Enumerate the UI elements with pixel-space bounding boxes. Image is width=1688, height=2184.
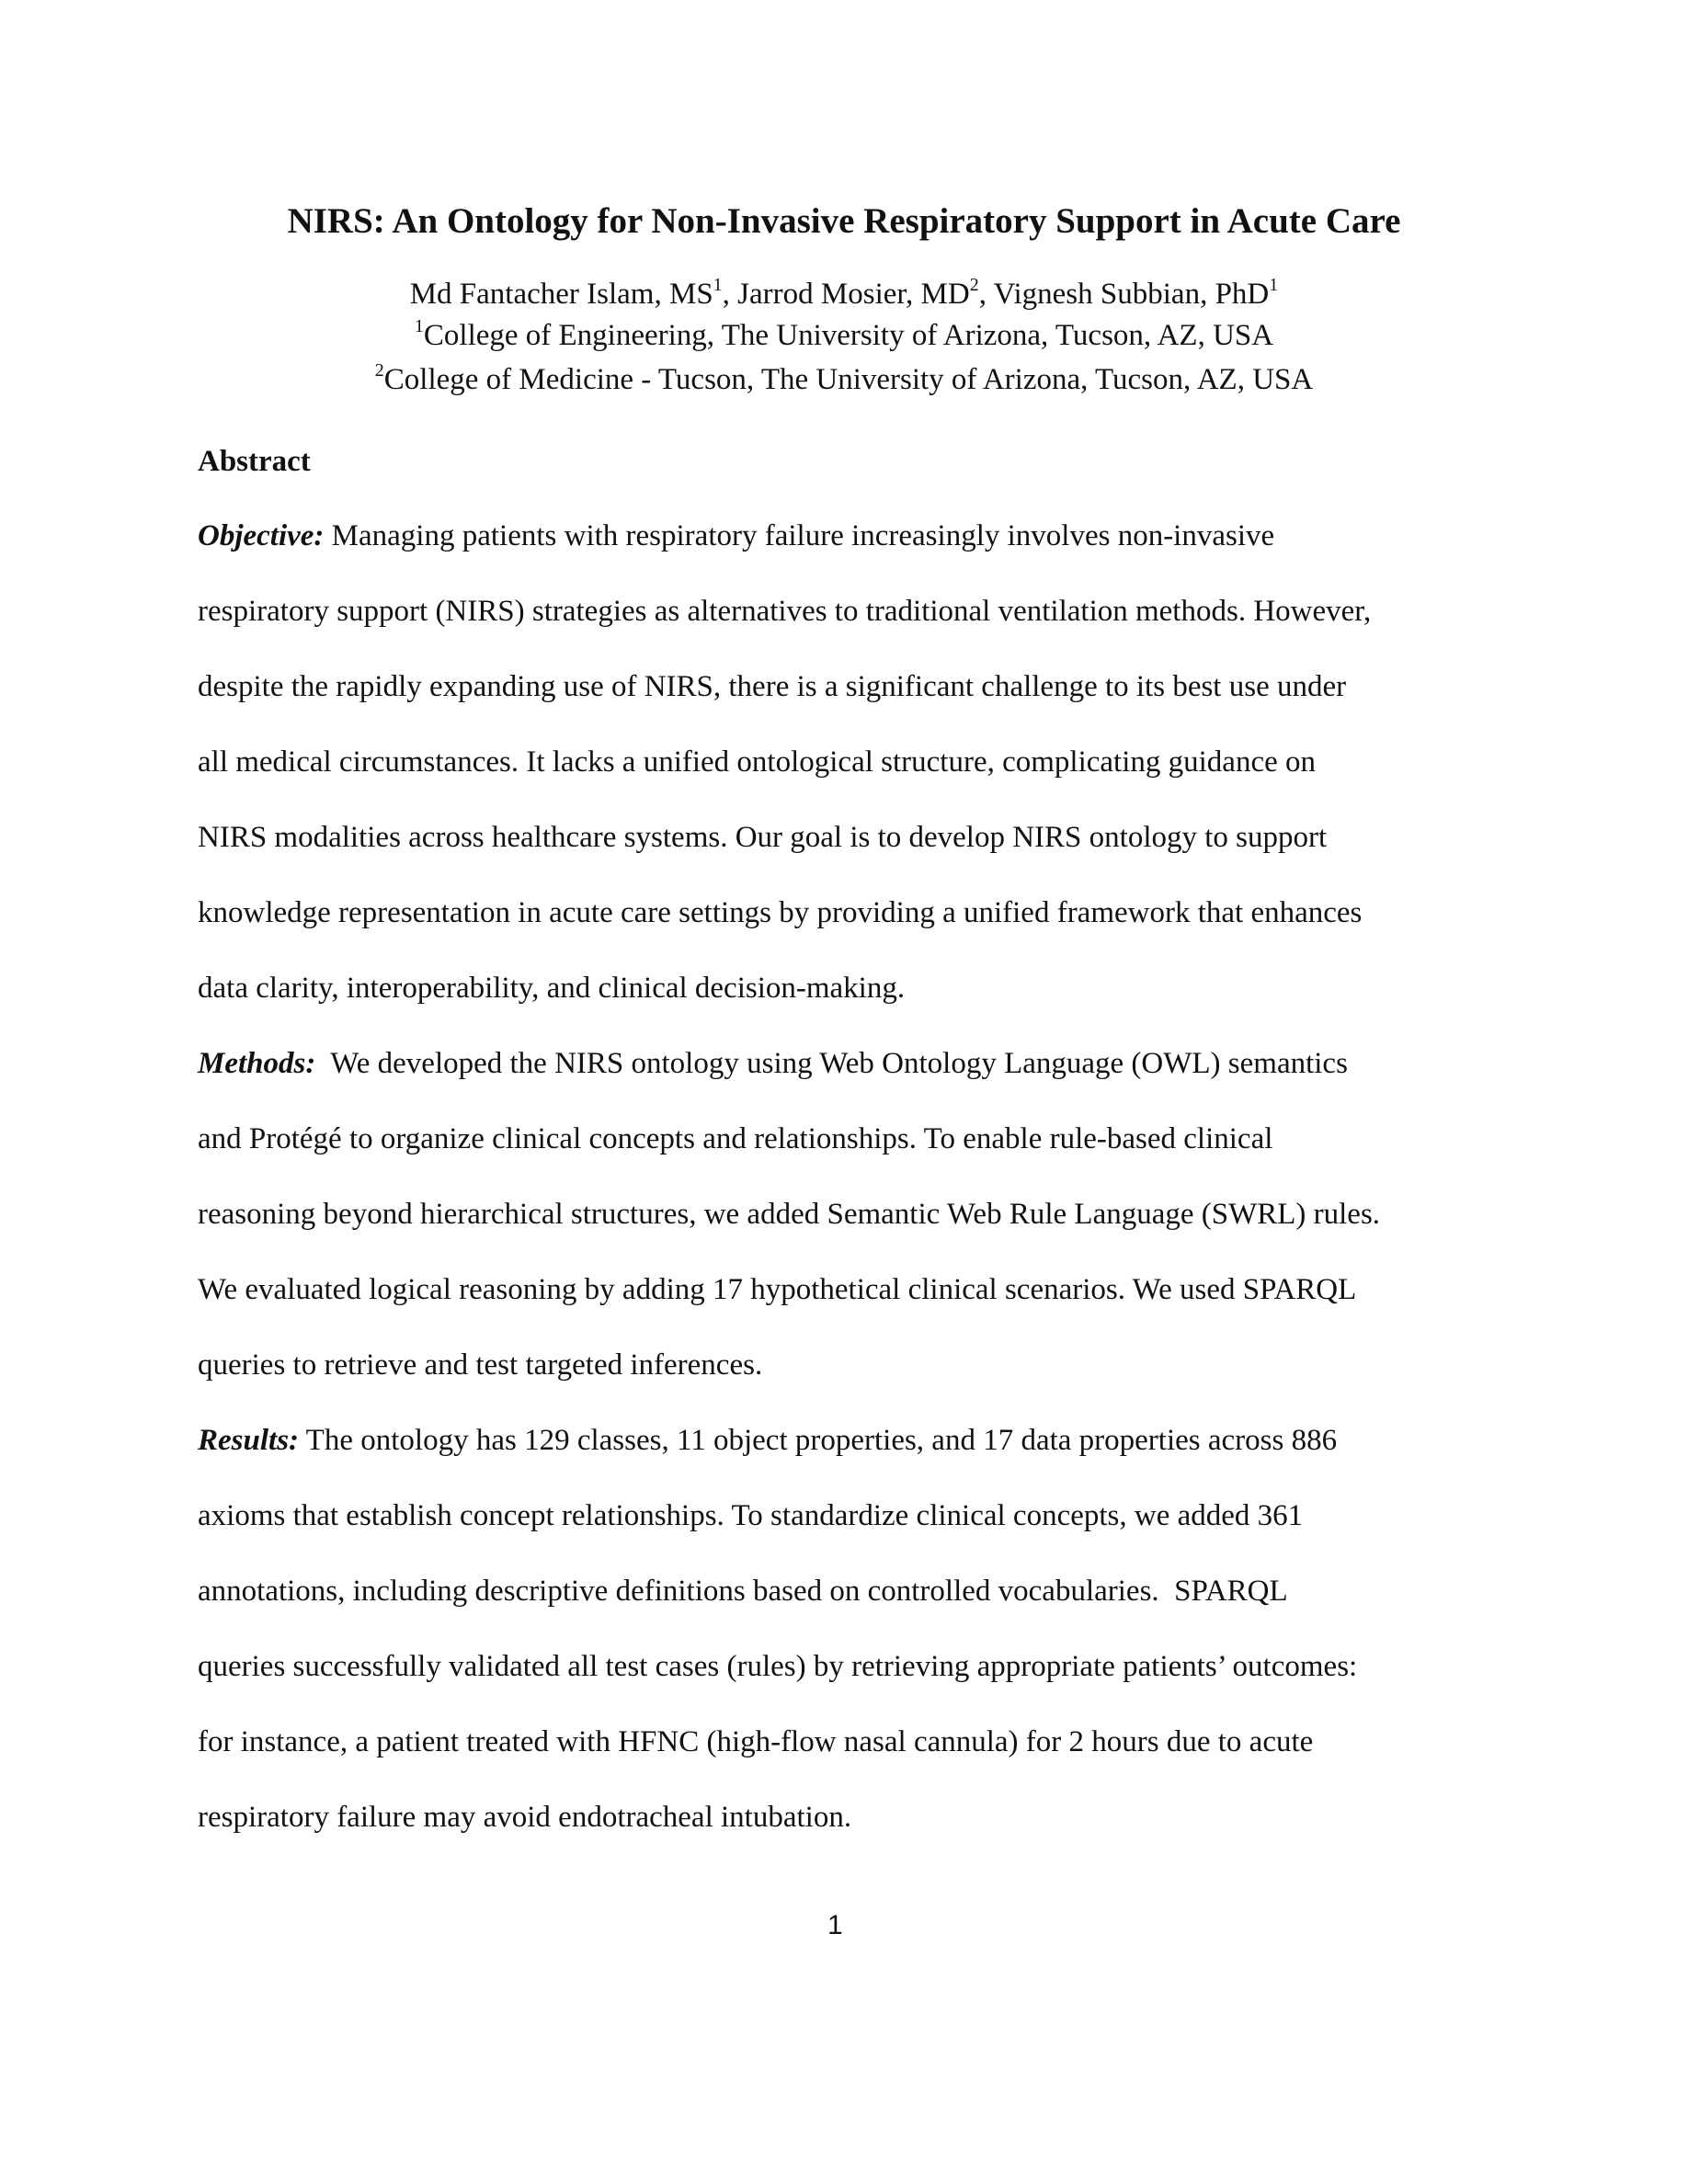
author-affiliation-mark: 1 bbox=[713, 275, 723, 295]
page-number: 1 bbox=[827, 1910, 843, 1940]
abstract-heading: Abstract bbox=[198, 445, 311, 478]
text: The ontology has 129 classes, 11 object properties, and 17 data properties across 886 bbox=[299, 1424, 1338, 1457]
objective-line: knowledge representation in acute care settings by providing a unified framework that enhances bbox=[198, 896, 1363, 929]
objective-line: despite the rapidly expanding use of NIRS, there is a significant challenge to its best use under bbox=[198, 670, 1347, 703]
objective-line: all medical circumstances. It lacks a unified ontological structure, complicating guidance on bbox=[198, 745, 1316, 779]
author-name: Jarrod Mosier, MD bbox=[737, 278, 970, 311]
results-line: queries successfully validated all test cases (rules) by retrieving appropriate patients’ outcomes: bbox=[198, 1650, 1358, 1683]
objective-line: respiratory support (NIRS) strategies as alternatives to traditional ventilation methods. However, bbox=[198, 595, 1372, 628]
text: Managing patients with respiratory failure increasingly involves non-invasive bbox=[324, 519, 1275, 552]
results-line: annotations, including descriptive definitions based on controlled vocabularies. SPARQL bbox=[198, 1575, 1288, 1608]
results-line bbox=[198, 1422, 1337, 1459]
affiliation bbox=[0, 317, 1688, 354]
author-affiliation-mark: 2 bbox=[969, 275, 979, 295]
author-name: Md Fantacher Islam, MS bbox=[409, 278, 713, 311]
affiliation-text: College of Engineering, The University of Arizona, Tucson, AZ, USA bbox=[423, 319, 1274, 352]
methods-line: We evaluated logical reasoning by adding 17 hypothetical clinical scenarios. We used SPARQL bbox=[198, 1273, 1357, 1306]
objective-label: Objective: bbox=[198, 519, 325, 552]
objective-line: NIRS modalities across healthcare systems. Our goal is to develop NIRS ontology to support bbox=[198, 821, 1328, 854]
results-label: Results: bbox=[198, 1424, 300, 1457]
methods-line bbox=[198, 1045, 1348, 1082]
results-line: for instance, a patient treated with HFNC (high-flow nasal cannula) for 2 hours due to acute bbox=[198, 1725, 1314, 1758]
author-name: Vignesh Subbian, PhD bbox=[993, 278, 1270, 311]
affiliation-number: 2 bbox=[374, 360, 384, 381]
results-line: axioms that establish concept relationships. To standardize clinical concepts, we added 361 bbox=[198, 1499, 1304, 1532]
separator: , bbox=[722, 278, 738, 311]
separator: , bbox=[978, 278, 994, 311]
objective-line: data clarity, interoperability, and clinical decision-making. bbox=[198, 972, 906, 1005]
affiliation bbox=[0, 361, 1688, 398]
affiliation-number: 1 bbox=[414, 316, 424, 336]
objective-line bbox=[198, 518, 1274, 554]
text: We developed the NIRS ontology using Web Ontology Language (OWL) semantics bbox=[315, 1047, 1348, 1080]
results-line: respiratory failure may avoid endotracheal intubation. bbox=[198, 1801, 852, 1834]
methods-label: Methods: bbox=[198, 1047, 316, 1080]
methods-line: reasoning beyond hierarchical structures, we added Semantic Web Rule Language (SWRL) rules. bbox=[198, 1198, 1381, 1231]
paper-title: NIRS: An Ontology for Non-Invasive Respiratory Support in Acute Care bbox=[287, 201, 1401, 241]
author-affiliation-mark: 1 bbox=[1269, 275, 1279, 295]
methods-line: queries to retrieve and test targeted inferences. bbox=[198, 1348, 763, 1382]
methods-line: and Protégé to organize clinical concepts and relationships. To enable rule-based clinical bbox=[198, 1122, 1273, 1155]
author-list bbox=[0, 276, 1688, 313]
affiliation-text: College of Medicine - Tucson, The University of Arizona, Tucson, AZ, USA bbox=[383, 363, 1314, 396]
